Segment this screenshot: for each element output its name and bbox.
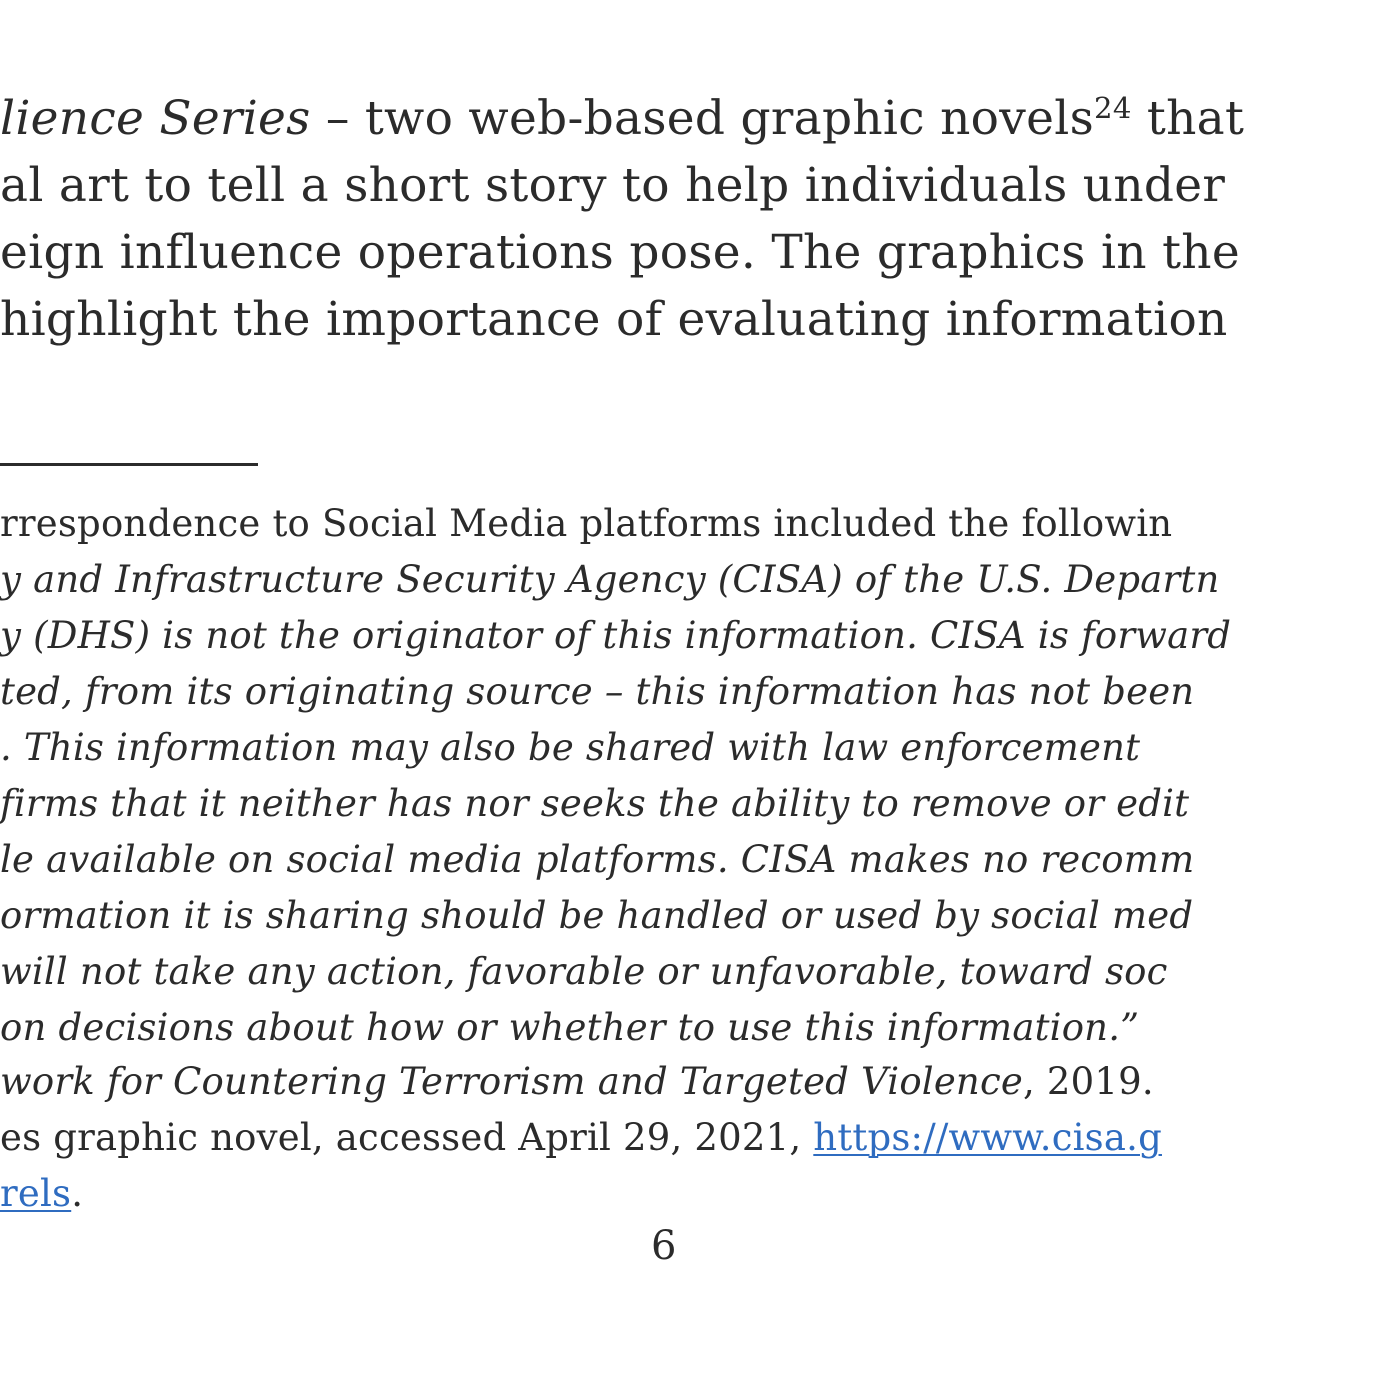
body-line-4: highlight the importance of evaluating information bbox=[0, 292, 1228, 347]
footnote-line-13-text: . bbox=[71, 1172, 84, 1215]
body-line-1-text: – two web-based graphic novels bbox=[310, 91, 1095, 146]
body-line-1-tail: that bbox=[1131, 91, 1245, 146]
body-line-1 bbox=[0, 90, 1245, 146]
footnote-separator bbox=[0, 463, 258, 466]
footnote-line-9: will not take any action, favorable or unfavorable, toward soc bbox=[0, 950, 1168, 993]
page-number: 6 bbox=[651, 1223, 677, 1269]
cisa-url-link-continued[interactable]: rels bbox=[0, 1172, 72, 1215]
footnote-line-11 bbox=[0, 1060, 1154, 1103]
footnote-line-3: y (DHS) is not the originator of this information. CISA is forward bbox=[0, 614, 1232, 657]
footnote-line-2: y and Infrastructure Security Agency (CISA) of the U.S. Departn bbox=[0, 558, 1220, 601]
footnote-line-6: firms that it neither has nor seeks the ability to remove or edit bbox=[0, 782, 1190, 825]
footnote-reference[interactable]: 24 bbox=[1094, 90, 1132, 125]
body-line-3: eign influence operations pose. The graphics in the bbox=[0, 225, 1240, 280]
footnote-line-7: le available on social media platforms. CISA makes no recomm bbox=[0, 838, 1195, 881]
footnote-line-4: ted, from its originating source – this information has not been bbox=[0, 670, 1195, 713]
series-title: lience Series bbox=[0, 91, 311, 146]
footnote-line-10: on decisions about how or whether to use this information.” bbox=[0, 1006, 1140, 1049]
footnote-line-12 bbox=[0, 1116, 1162, 1159]
footnote-line-12-text: es graphic novel, accessed April 29, 2021, bbox=[0, 1116, 814, 1159]
footnote-line-13 bbox=[0, 1172, 84, 1215]
footnote-line-11-text: , 2019. bbox=[1023, 1060, 1154, 1103]
cisa-url-link[interactable]: https://www.cisa.g bbox=[813, 1116, 1162, 1159]
framework-title: work for Countering Terrorism and Targeted Violence bbox=[0, 1060, 1023, 1103]
footnote-line-5: . This information may also be shared with law enforcement bbox=[0, 726, 1141, 769]
body-line-2: al art to tell a short story to help individuals under bbox=[0, 158, 1226, 213]
footnote-line-8: ormation it is sharing should be handled or used by social med bbox=[0, 894, 1194, 937]
footnote-line-1: rrespondence to Social Media platforms included the followin bbox=[0, 502, 1173, 545]
